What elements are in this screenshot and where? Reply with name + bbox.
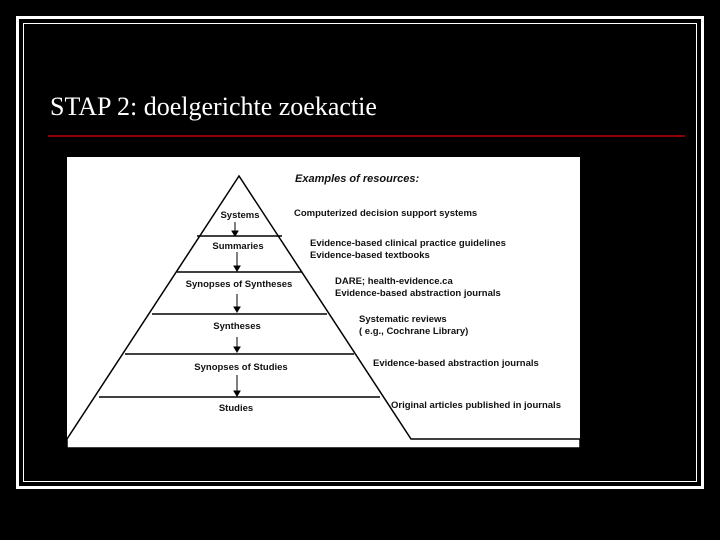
resource-line: Systematic reviews — [359, 314, 447, 325]
resource-line: Evidence-based abstraction journals — [335, 288, 501, 299]
resource-summaries — [310, 238, 506, 262]
resource-syntheses — [359, 314, 468, 338]
resource-line: Evidence-based clinical practice guidelines — [310, 238, 506, 249]
title-divider — [48, 135, 685, 137]
level-label-studies: Studies — [218, 403, 254, 414]
resource-line: Evidence-based abstraction journals — [373, 358, 539, 369]
level-label-systems: Systems — [220, 210, 260, 221]
resource-line: ( e.g., Cochrane Library) — [359, 326, 469, 337]
resources-heading: Examples of resources: — [295, 173, 420, 185]
level-label-synopses-of-studies: Synopses of Studies — [194, 362, 288, 373]
level-label-syntheses: Syntheses — [213, 321, 261, 332]
level-label-summaries: Summaries — [212, 241, 264, 252]
level-label-synopses-of-syntheses: Synopses of Syntheses — [185, 279, 293, 290]
evidence-pyramid-diagram — [67, 157, 580, 448]
resource-studies — [391, 400, 561, 412]
resource-line: Original articles published in journals — [391, 400, 561, 411]
resource-synopses-of-syntheses — [335, 276, 501, 300]
resource-line: Computerized decision support systems — [294, 208, 478, 219]
slide-title: STAP 2: doelgerichte zoekactie — [50, 92, 377, 121]
resource-synopses-of-studies — [373, 358, 539, 370]
resource-line: Evidence-based textbooks — [310, 250, 430, 261]
resource-systems — [294, 208, 477, 220]
resource-line: DARE; health-evidence.ca — [335, 276, 453, 287]
